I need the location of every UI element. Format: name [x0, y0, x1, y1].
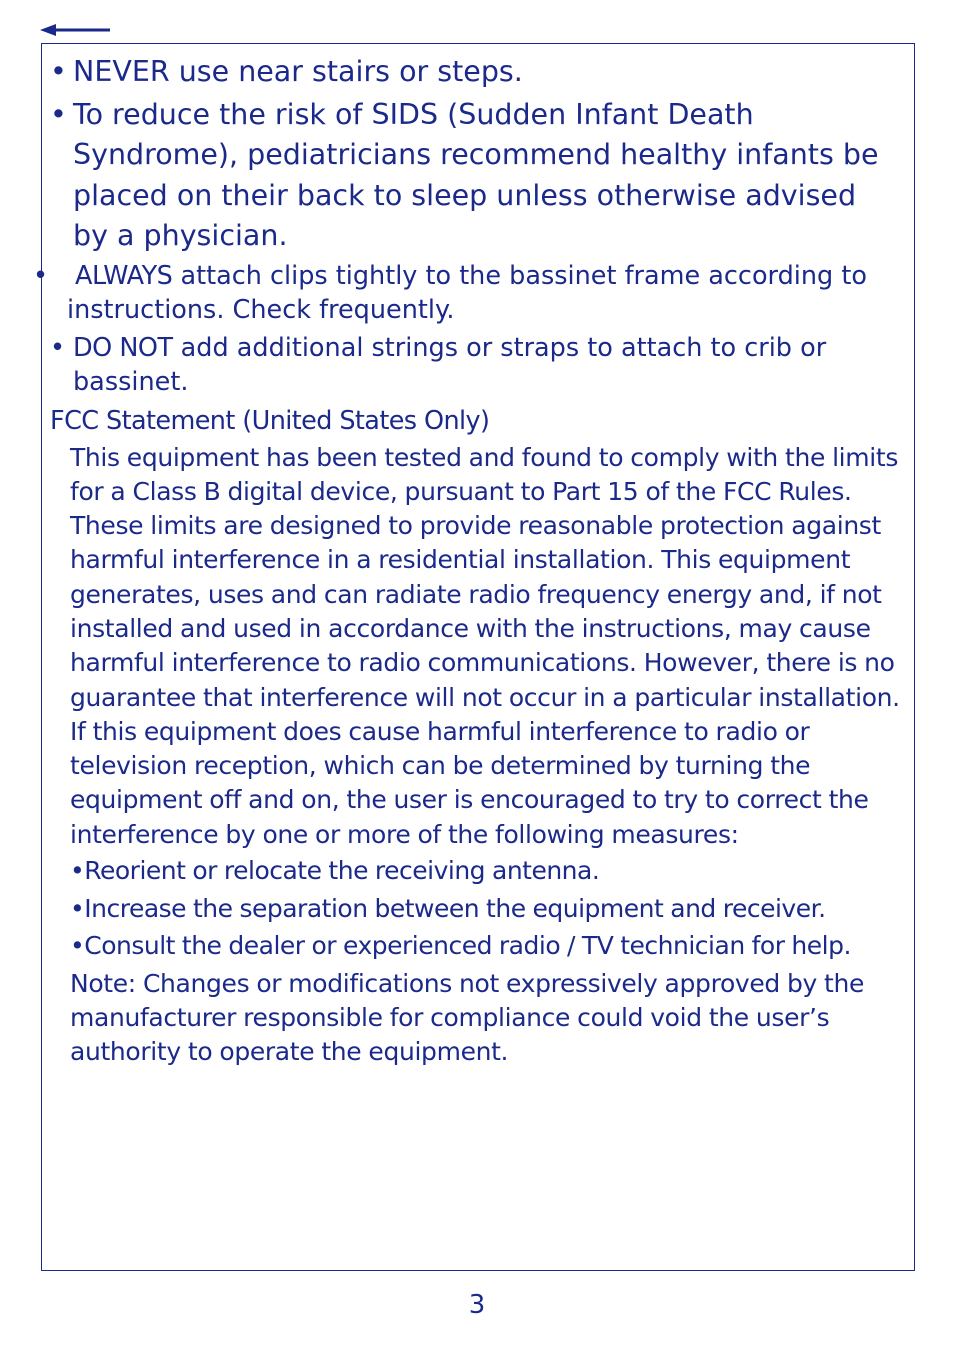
instruction-always: [33, 259, 900, 327]
page-content: [33, 52, 900, 1069]
instruction-always-text: attach clips tightly to the bassinet frame according to: [180, 260, 867, 291]
warning-stairs: [50, 52, 900, 93]
instruction-always-line1: [33, 259, 900, 293]
bullet-dot: •: [50, 97, 67, 131]
keyword-do-not: DO NOT: [73, 332, 173, 363]
keyword-always: ALWAYS: [75, 260, 173, 291]
fcc-note: [70, 967, 900, 1070]
fcc-measure: •Consult the dealer or experienced radio / TV technician for help.: [70, 931, 851, 961]
warning-stairs-text: NEVER use near stairs or steps.: [73, 55, 523, 88]
left-arrow-icon[interactable]: [40, 20, 112, 40]
warning-sids: [50, 95, 900, 257]
bullet-dot: •: [50, 332, 66, 363]
instruction-do-not: [50, 331, 900, 399]
fcc-section: [50, 441, 900, 1070]
note-text: : Changes or modifications not expressively approved by the manufacturer responsible for compliance could void the user’s authority to operate the equipment.: [70, 968, 865, 1067]
fcc-heading: FCC Statement (United States Only): [50, 405, 490, 436]
page-number: 3: [468, 1290, 486, 1320]
instruction-do-not-text: add additional strings or straps to attach to crib or bassinet.: [73, 332, 827, 397]
fcc-measure: •Increase the separation between the equipment and receiver.: [70, 893, 826, 923]
warning-sids-text: To reduce the risk of SIDS (Sudden Infant Death Syndrome), pediatricians recommend healthy infants be placed on their back to sleep unless otherwise advised by a physician.: [73, 97, 879, 252]
fcc-measure: •Reorient or relocate the receiving antenna.: [70, 856, 600, 886]
bullet-dot: •: [50, 55, 67, 88]
bullet-dot: •: [33, 260, 49, 291]
note-label: Note: [70, 968, 128, 998]
fcc-paragraph: This equipment has been tested and found to comply with the limits for a Class B digital device, pursuant to Part 15 of the FCC Rules. These limits are designed to provide reasonable protection against harmful interference in a residential installation. This equipment generates, uses and can radiate radio frequency energy and, if not installed and used in accordance with the instructions, may cause harmful interference to radio communications. However, there is no guarantee that interference will not occur in a particular installation. If this equipment does cause harmful interference to radio or television reception, which can be determined by turning the equipment off and on, the user is encouraged to try to correct the interference by one or more of the following measures:: [70, 442, 900, 849]
instruction-always-line2: instructions. Check frequently.: [67, 294, 455, 325]
